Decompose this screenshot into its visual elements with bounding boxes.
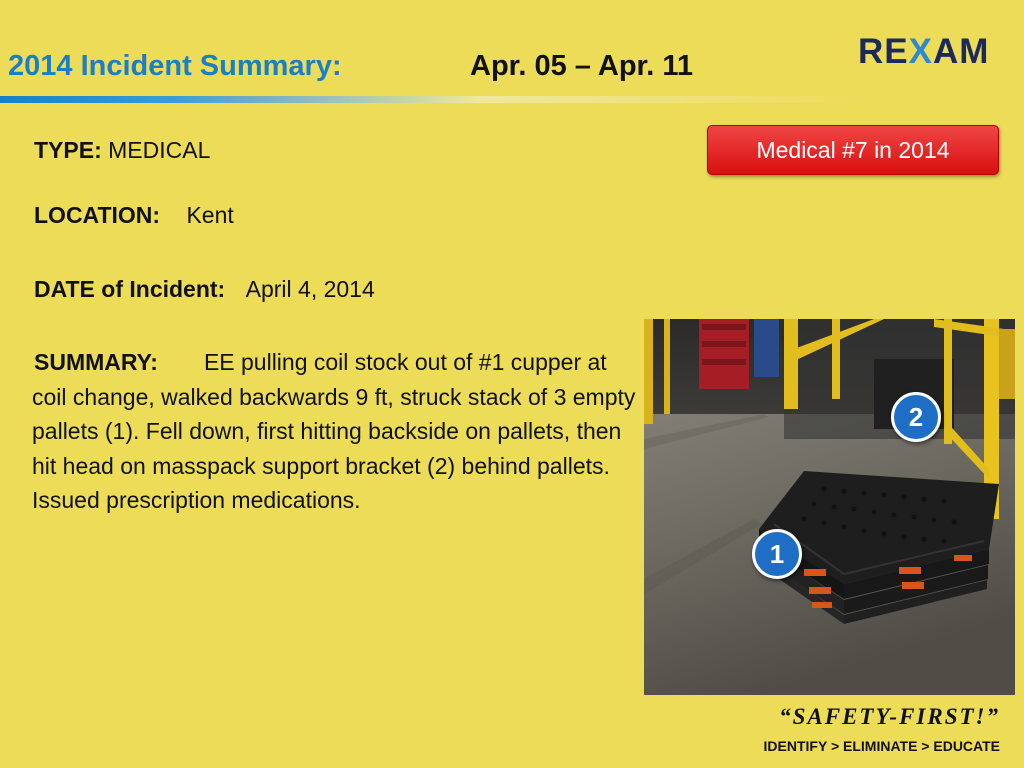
incident-count-badge: Medical #7 in 2014 — [707, 125, 999, 175]
type-field — [34, 137, 210, 164]
summary-text: EE pulling coil stock out of #1 cupper at coil change, walked backwards 9 ft, struck stack of 3 empty pallets (1). Fell down, first hitting backside on pallets, then hit head on masspack support bracket (2) behind pallets. Issued prescription medications. — [32, 349, 636, 513]
type-value: MEDICAL — [108, 137, 211, 163]
location-label: LOCATION: — [34, 202, 161, 228]
date-label: DATE of Incident: — [34, 276, 226, 302]
date-range: Apr. 05 – Apr. 11 — [470, 50, 693, 82]
photo-marker-2: 2 — [891, 392, 941, 442]
summary-block — [32, 345, 637, 518]
rexam-logo: REXAM — [858, 32, 990, 71]
type-label: TYPE: — [34, 137, 102, 163]
safety-slogan: “SAFETY-FIRST!” — [779, 704, 1000, 729]
summary-label: SUMMARY: — [34, 349, 158, 375]
location-value: Kent — [186, 202, 234, 228]
photo-marker-1: 1 — [752, 529, 802, 579]
location-field — [34, 202, 234, 229]
date-value: April 4, 2014 — [245, 276, 375, 302]
title-underline — [0, 96, 870, 103]
warehouse-scene — [644, 319, 1015, 695]
incident-photo — [644, 319, 1015, 695]
date-field — [34, 276, 375, 303]
safety-tagline: IDENTIFY > ELIMINATE > EDUCATE — [763, 738, 1000, 754]
slide-title: 2014 Incident Summary: — [8, 50, 342, 82]
